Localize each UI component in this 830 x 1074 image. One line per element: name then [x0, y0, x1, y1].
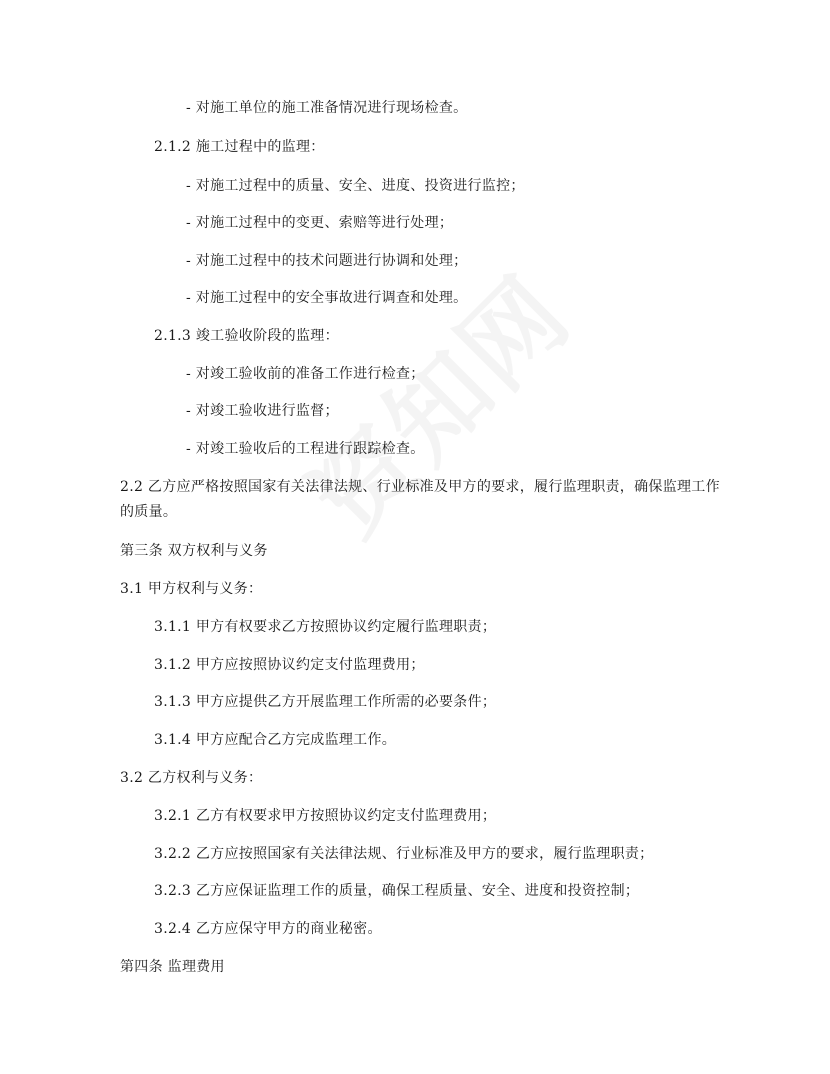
- clause-item: 3.2.1 乙方有权要求甲方按照协议约定支付监理费用；: [154, 808, 497, 824]
- clause-item: 3.1.1 甲方有权要求乙方按照协议约定履行监理职责；: [154, 619, 497, 635]
- bullet-item: - 对竣工验收前的准备工作进行检查；: [186, 366, 425, 382]
- section-heading: 3.2 乙方权利与义务：: [120, 770, 263, 786]
- bullet-item: - 对竣工验收后的工程进行跟踪检查。: [186, 441, 425, 457]
- subsection-heading: 2.1.2 施工过程中的监理：: [154, 139, 325, 155]
- clause-item: 3.1.4 甲方应配合乙方完成监理工作。: [154, 732, 397, 748]
- bullet-item: - 对施工单位的施工准备情况进行现场检查。: [186, 100, 468, 116]
- section-heading: 3.1 甲方权利与义务：: [120, 581, 263, 597]
- bullet-item: - 对施工过程中的安全事故进行调查和处理。: [186, 290, 468, 306]
- clause-item: 3.2.2 乙方应按照国家有关法律法规、行业标准及甲方的要求，履行监理职责；: [154, 846, 654, 862]
- bullet-item: - 对施工过程中的质量、安全、进度、投资进行监控；: [186, 178, 525, 194]
- subsection-heading: 2.1.3 竣工验收阶段的监理：: [154, 328, 339, 344]
- clause-item: 3.1.3 甲方应提供乙方开展监理工作所需的必要条件；: [154, 694, 497, 710]
- bullet-item: - 对施工过程中的变更、索赔等进行处理；: [186, 215, 454, 231]
- bullet-item: - 对施工过程中的技术问题进行协调和处理；: [186, 253, 468, 269]
- bullet-item: - 对竣工验收进行监督；: [186, 403, 339, 419]
- article-heading: 第三条 双方权利与义务: [120, 543, 268, 559]
- clause-paragraph: 2.2 乙方应严格按照国家有关法律法规、行业标准及甲方的要求，履行监理职责，确保监理工作的质量。: [120, 479, 720, 520]
- article-heading: 第四条 监理费用: [120, 959, 225, 975]
- clause-item: 3.2.3 乙方应保证监理工作的质量，确保工程质量、安全、进度和投资控制；: [154, 883, 640, 899]
- clause-item: 3.2.4 乙方应保守甲方的商业秘密。: [154, 921, 382, 937]
- clause-item: 3.1.2 甲方应按照协议约定支付监理费用；: [154, 657, 425, 673]
